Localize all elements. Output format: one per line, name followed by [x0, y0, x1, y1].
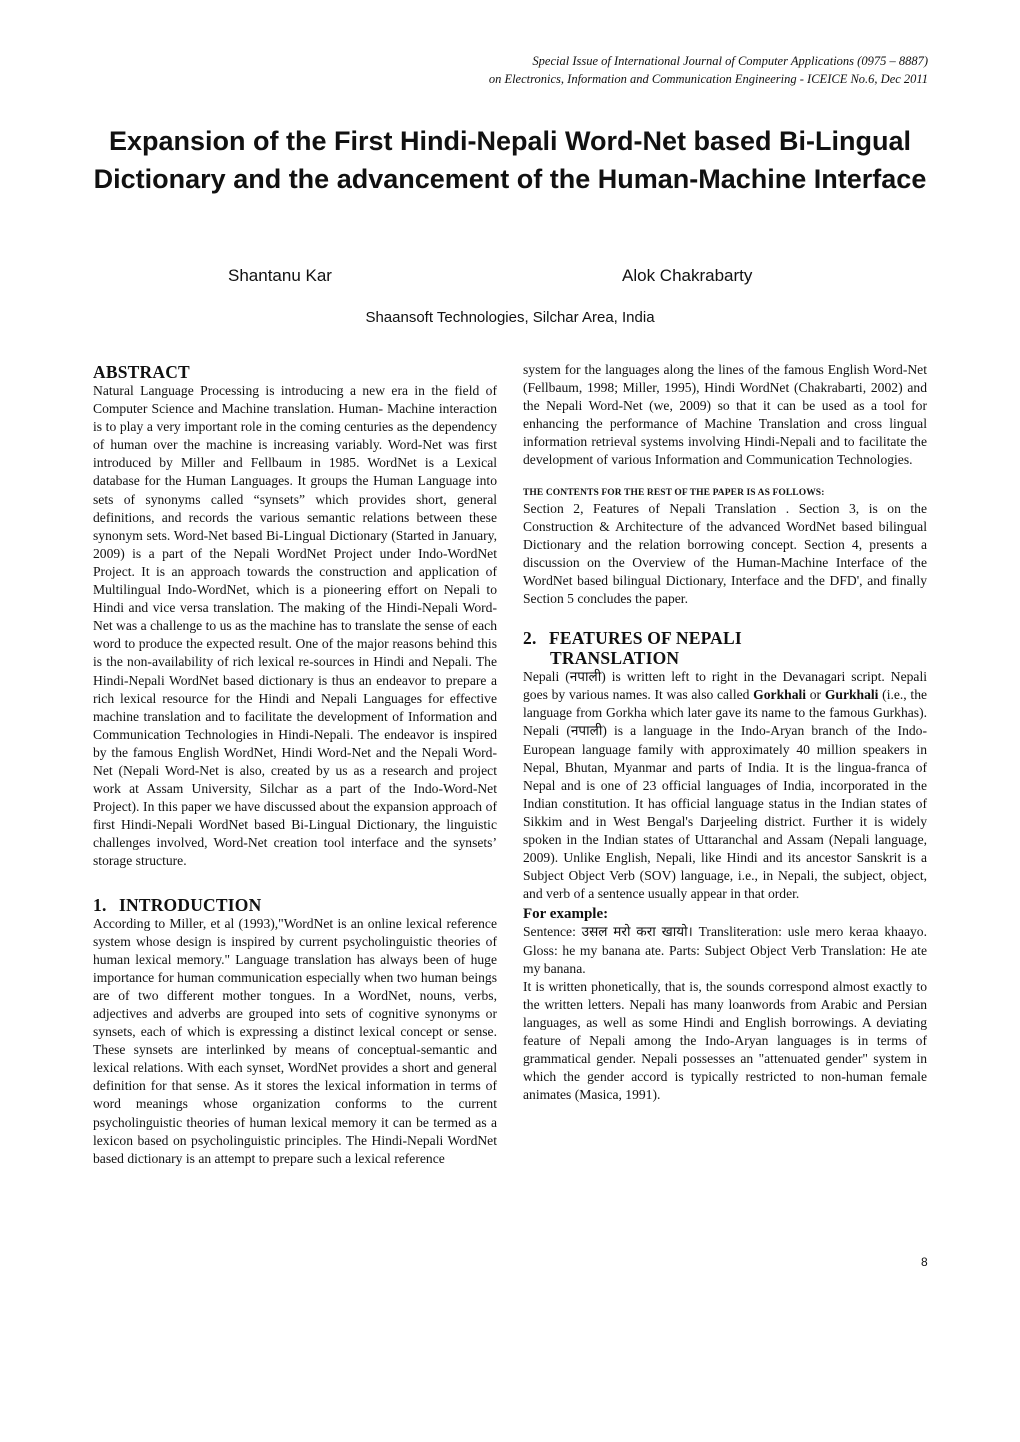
features-or: or [806, 687, 825, 703]
nepali-word: नपाली [569, 669, 602, 685]
introduction-continuation: system for the languages along the lines of the famous English Word-Net (Fellbaum, 1998; Miller, 1995), Hindi WordNet (Chakrabarti, 2002) and the Nepali Word-Net (we, 2009) so that it can be used as a tool for enhancing the performance of Machine Translation and cross lingual information retrieval systems involving Hindi-Nepali and to facilitate the development of various Information and Communication Technologies. [523, 362, 927, 468]
paper-title: Expansion of the First Hindi-Nepali Word-Net based Bi-Lingual Dictionary and the advancement of the Human-Machine Interface [93, 126, 927, 194]
introduction-title: INTRODUCTION [119, 894, 262, 915]
right-column [523, 361, 927, 1104]
introduction-heading [93, 895, 497, 915]
introduction-number: 1. [93, 894, 107, 915]
nepali-word-2: नपाली [570, 723, 603, 739]
abstract-text: Natural Language Processing is introducing a new era in the field of Computer Science and Machine translation. Human- Machine interaction is to play a very important role in the coming centuries as the dependency of human over the machine is increasing variably. Word-Net was first introduced by Miller and Fellbaum in 1985. WordNet is a Lexical database for the Human Languages. It groups the Human Language into sets of synonyms called “synsets” which provides short, general definitions, and records the various semantic relations between these synonym sets. Word-Net based Bi-Lingual Dictionary (Started in January, 2009) is a part of the Nepali WordNet Project under Indo-WordNet Project. It is an approach towards the construction and application of Multilingual Indo-WordNet, which is a pioneering effort on Nepali to Hindi and vice versa translation. The making of the Hindi-Nepali Word-Net was a challenge to us as the machine has to translate the sense of each word to produce the expected result. One of the major reasons behind this is the non-availability of rich lexical re-sources in Hindi and Nepali. The Hindi-Nepali WordNet based dictionary is thus an endeavor to prepare a rich lexical resource for the Hindi and Nepali Languages for effective machine translation and to facilitate the development of Information and Communication Technologies in Hindi-Nepali. The endeavor is inspired by the famous English WordNet, Hindi Word-Net and the Nepali Word-Net (Nepali Word-Net is also, created by us as a research and project work at Assam University, Silchar as a part of the Indo-Word-Net Project). In this paper we have discussed about the expansion approach of first Hindi-Nepali WordNet based Bi-Lingual Dictionary, the linguistic challenges involved, Word-Net creation tool interface and the synsets’ storage structure. [93, 383, 497, 869]
features-heading [523, 628, 927, 668]
author-1: Shantanu Kar [228, 266, 332, 285]
features-paragraph-2: It is written phonetically, that is, the sounds correspond almost exactly to the written letters. Nepali has many loanwords from Arabic and Persian languages, as well as some Hindi and English borrowings. A deviating feature of Nepali among the Indo-Aryan languages is in terms of grammatical gender. Nepali possesses an "attenuated gender" system in which the gender accord is typically restricted to non-human female animates (Masica, 1991). [523, 978, 927, 1103]
features-p1-a: Nepali ( [523, 669, 570, 685]
page-number: 8 [921, 1255, 928, 1269]
left-column [93, 362, 497, 1168]
gurkhali-term: Gurkhali [824, 687, 879, 703]
contents-heading: THE CONTENTS FOR THE REST OF THE PAPER IS AS FOLLOWS: [523, 487, 825, 498]
journal-header [489, 52, 928, 88]
features-paragraph-1 [523, 668, 927, 903]
affiliation: Shaansoft Technologies, Silchar Area, India [365, 309, 655, 326]
features-p1-c: (i.e., the language from Gorkha which later gave its name to the famous Gurkhas). Nepali ( [523, 687, 928, 739]
introduction-text: According to Miller, et al (1993),"WordNet is an online lexical reference system whose design is inspired by current psycholinguistic theories of human lexical memory." Language translation has always been of huge importance for human communication especially when two human beings are of two different mother tongues. In a WordNet, nouns, verbs, adjectives and adverbs are grouped into sets of cognitive synonyms or synsets, each of which is expressing a distinct lexical concept or sense. These synsets are interlinked by means of conceptual-semantic and lexical relations. With each synset, WordNet provides a short and general definition for that sense. As it stores the lexical information in terms of word meanings whose organization conforms to the current psycholinguistic theories of human lexical memory it can be termed as a lexicon based on psycholinguistic principles. The Hindi-Nepali WordNet based dictionary is an attempt to prepare such a lexical reference [93, 915, 497, 1166]
features-p1-b: ) is written left to right in the Devanagari script. Nepali goes by various names. It was also called [523, 669, 927, 703]
gorkhali-term: Gorkhali [753, 687, 807, 703]
abstract-heading: ABSTRACT [93, 362, 190, 382]
features-title-line-1: FEATURES OF NEPALI [549, 628, 742, 649]
journal-header-line-2: on Electronics, Information and Communication Engineering - ICEICE No.6, Dec 2011 [488, 72, 928, 86]
example-label: For example: [523, 906, 609, 923]
journal-header-line-1: Special Issue of International Journal of Computer Applications (0975 – 8887) [532, 54, 928, 68]
contents-text: Section 2, Features of Nepali Translation . Section 3, is on the Construction & Architecture of the advanced WordNet based bilingual Dictionary and the relation borrowing concept. Section 4, presents a discussion on the Overview of the Human-Machine Interface of the WordNet based bilingual Dictionary, Interface and the DFD', and finally Section 5 concludes the paper. [523, 500, 927, 607]
features-number: 2. [523, 628, 537, 649]
example-text: Sentence: उसल मरो करा खायो। Transliteration: usle mero keraa khaayo. Gloss: he my banana ate. Parts: Subject Object Verb Translation: He ate my banana. [523, 924, 927, 976]
features-title-line-2: TRANSLATION [550, 648, 680, 669]
features-p1-d: ) is a language in the Indo-Aryan branch of the Indo-European language family with approximately 40 million speakers in Nepal, Bhutan, Myanmar and parts of India. It is the lingua-franca of Nepal and is one of 23 official languages of India, incorporated in the Indian constitution. It has official language status in the Indian states of Sikkim and in West Bengal's Darjeeling district. Further it is widely spoken in the Indian states of Uttaranchal and Assam (Nepali language, 2009). Unlike English, Nepali, like Hindi and its ancestor Sanskrit is a Subject Object Verb (SOV) language, i.e., in Nepali, the subject, object, and verb of a sentence usually appear in that order. [523, 723, 927, 902]
author-2: Alok Chakrabarty [622, 266, 753, 285]
